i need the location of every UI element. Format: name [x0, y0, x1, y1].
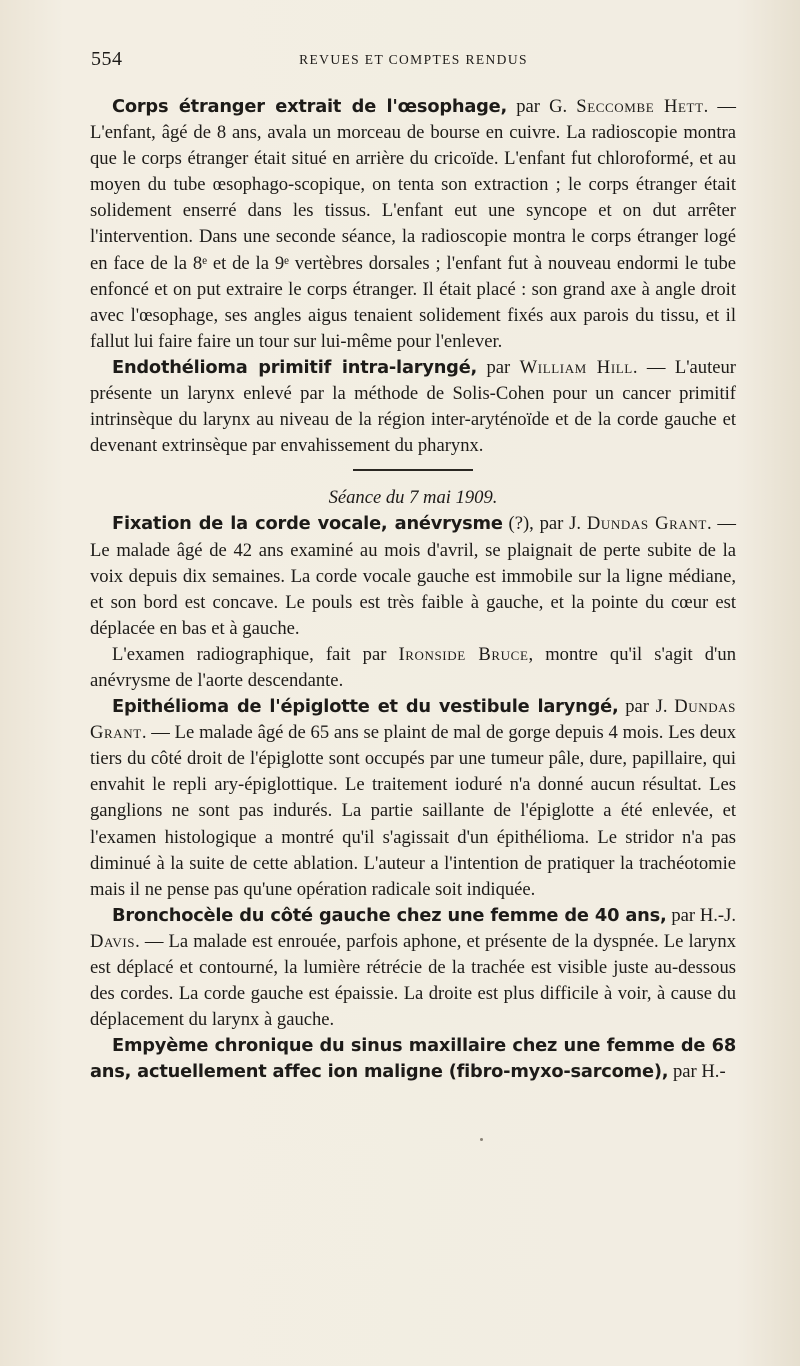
entry-text: L'examen radiographique, fait par — [112, 643, 399, 665]
entry-by: par — [477, 356, 520, 378]
abstract-entry — [90, 511, 736, 641]
entry-by: par H.-J. — [666, 904, 736, 926]
entry-text: . — Le malade âgé de 42 ans examiné au mois d'avril, se plaignait de perte subite de la voix depuis dix semaines. La corde vocale gauche est immobile sur la ligne médiane, et son bord est concave. Le pouls est très faible à gauche, et la pointe du cœur est déplacée en bas et à gauche. — [90, 513, 736, 639]
entry-title: Bronchocèle du côté gauche chez une femme de 40 ans, — [112, 904, 667, 926]
entry-title: Endothélioma primitif intra-laryngé, — [112, 356, 478, 378]
entry-by: (?), par J. — [502, 513, 587, 535]
session-heading: Séance du 7 mai 1909. — [328, 487, 498, 509]
entry-text: . — La malade est enrouée, parfois aphone, et présente de la dyspnée. Le larynx est déplacé et contourné, la lumière rétrécie de la trachée est visible juste au-dessous des cordes. La corde gauche est épaissie. La droite est plus difficile à voir, à cause du déplacement du larynx à gauche. — [90, 930, 736, 1031]
entry-title: Fixation de la corde vocale, anévrysme — [112, 513, 503, 535]
abstract-entry — [90, 1033, 736, 1085]
entry-title: Empyème chronique du sinus maxillaire chez une femme de 68 ans, actuellement affec ion maligne (fibro-myxo-sarcome), — [90, 1035, 736, 1083]
entry-author: Seccombe Hett — [576, 96, 704, 117]
entry-by: par G. — [507, 96, 577, 117]
entry-text: . — Le malade âgé de 65 ans se plaint de mal de gorge depuis 4 mois. Les deux tiers du côté droit de l'épiglotte sont occupés par une tumeur pâle, dure, papillaire, qui envahit le repli ary-épiglottique. Le traitement ioduré n'a donné aucun résultat. Les ganglions ne sont pas indurés. La partie saillante de l'épiglotte a été enlevée, et l'examen histologique a montré qu'il s'agissait d'un épithélioma. Le stridor n'a pas diminué à la suite de cette ablation. L'auteur a l'intention de pratiquer la trachéotomie mais il ne pense pas qu'une opération radicale soit indiquée. — [90, 722, 736, 900]
abstract-entry — [90, 94, 736, 355]
abstract-entry — [90, 903, 736, 1033]
entry-author: Ironside Bruce — [398, 643, 529, 665]
page-number: 554 — [91, 48, 123, 70]
abstract-entry-continuation — [90, 642, 736, 694]
speck-mark — [480, 1138, 483, 1141]
entry-text: . — L'auteur présente un larynx enlevé par la méthode de Solis-Cohen pour un cancer primitif intrinsèque du larynx au niveau de la région inter-aryténoïde et de la corde gauche et devenant extrinsèque par envahissement du pharynx. — [90, 356, 736, 457]
entry-author: Davis — [90, 930, 136, 952]
running-head: REVUES ET COMPTES RENDUS — [299, 52, 528, 67]
entry-author: Dundas Grant — [586, 513, 707, 535]
entry-title: Epithélioma de l'épiglotte et du vestibule laryngé, — [112, 696, 619, 718]
entry-by: par J. — [618, 696, 675, 718]
entry-by: par H.- — [668, 1061, 726, 1083]
entry-author: Dundas Grant — [90, 696, 737, 744]
entry-text: , montre qu'il s'agit d'un anévrysme de l'aorte descendante. — [90, 643, 736, 691]
abstract-entry — [90, 355, 736, 459]
entry-text: . — L'enfant, âgé de 8 ans, avala un morceau de bourse en cuivre. La radioscopie montra que le corps étranger était situé en arrière du cricoïde. L'enfant fut chloroformé, et au moyen du tube œsophago-scopique, on tenta son extraction ; le corps étranger était solidement enserré dans les tissus. L'enfant eut une syncope et on dut arrêter l'intervention. Dans une seconde séance, la radioscopie montra le corps étranger logé en face de la 8ᵉ et de la 9ᵉ vertèbres dorsales ; l'enfant fut à nouveau endormi le tube enfoncé et on put extraire le corps étranger. Il était placé : son grand axe à angle droit avec l'œsophage, ses angles aigus tenaient solidement fixés aux parois du tissu, et il fallut lui faire faire un tour sur lui-même pour l'enlever. — [90, 96, 737, 352]
page-header — [91, 48, 736, 78]
entry-author: William Hill — [519, 356, 633, 378]
abstract-entry — [90, 694, 736, 903]
section-divider — [353, 469, 473, 471]
page-body — [90, 94, 736, 1085]
entry-title: Corps étranger extrait de l'œsophage, — [112, 96, 508, 117]
